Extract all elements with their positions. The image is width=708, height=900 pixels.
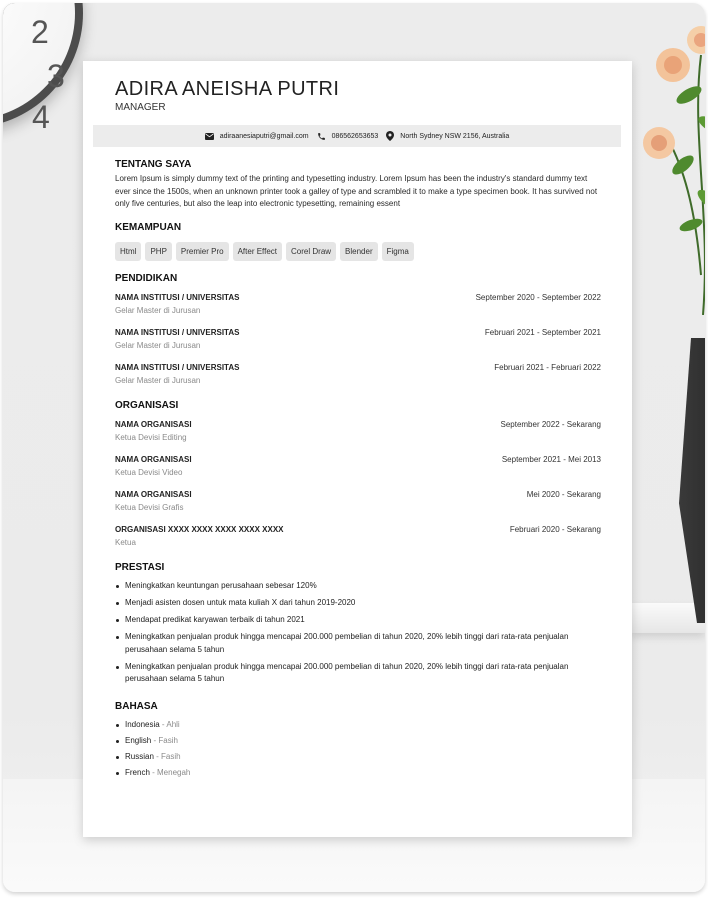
phone-icon [317, 132, 326, 141]
organizations-title: ORGANISASI [115, 400, 179, 411]
language-name: English [125, 736, 152, 745]
language-level: - Ahli [159, 720, 180, 729]
organization-date: September 2022 - Sekarang [500, 420, 601, 429]
wall-shelf [631, 603, 705, 633]
achievements-list [115, 580, 585, 686]
education-date: Februari 2021 - Februari 2022 [494, 363, 601, 372]
organization-name: NAMA ORGANISASI [115, 420, 192, 429]
education-degree: Gelar Master di Jurusan [115, 341, 201, 350]
institution-name: NAMA INSTITUSI / UNIVERSITAS [115, 363, 240, 372]
language-level: - Fasih [151, 736, 178, 745]
language-item [115, 751, 585, 764]
education-degree: Gelar Master di Jurusan [115, 376, 201, 385]
phone-text: 086562653653 [331, 132, 379, 140]
languages-list [115, 719, 585, 780]
about-title: TENTANG SAYA [115, 159, 192, 170]
wall-clock [3, 3, 83, 135]
resume-page [83, 61, 632, 837]
contact-email[interactable] [205, 133, 309, 140]
contact-bar [93, 125, 621, 147]
education-date: Februari 2021 - September 2021 [484, 328, 601, 337]
institution-name: NAMA INSTITUSI / UNIVERSITAS [115, 328, 240, 337]
contact-address[interactable] [386, 131, 509, 141]
resume-role: MANAGER [115, 102, 166, 113]
language-level: - Fasih [153, 752, 181, 761]
education-entry [115, 328, 601, 350]
skill-tag: Blender [340, 242, 378, 261]
location-pin-icon [386, 131, 394, 141]
language-level: - Menegah [149, 768, 191, 777]
organization-entry [115, 490, 601, 512]
address-text: North Sydney NSW 2156, Australia [400, 132, 510, 140]
language-item [115, 719, 585, 732]
flower-plant [631, 15, 705, 315]
language-name: Indonesia [125, 720, 160, 729]
language-name: French [125, 768, 150, 777]
skill-tag: Html [115, 242, 141, 261]
language-item [115, 767, 585, 780]
achievement-item: Meningkatkan keuntungan perusahaan sebesar 120% [115, 580, 585, 593]
skill-tag: After Effect [233, 242, 282, 261]
email-text: adiraanesiaputri@gmail.com [219, 132, 309, 140]
achievement-item: Menjadi asisten dosen untuk mata kuliah X dari tahun 2019-2020 [115, 597, 585, 610]
about-text: Lorem Ipsum is simply dummy text of the printing and typesetting industry. Lorem Ipsum has been the industry's standard dummy text ever since the 1500s, when an unknown printer took a galley of type and scrambled it to make a type specimen book. It has survived not only five centuries, but also the leap into electronic typesetting, remaining essent [115, 174, 598, 208]
education-title: PENDIDIKAN [115, 273, 178, 284]
resume-name: ADIRA ANEISHA PUTRI [115, 78, 340, 100]
organization-name: NAMA ORGANISASI [115, 490, 192, 499]
organization-entry [115, 525, 601, 547]
achievement-item: Mendapat predikat karyawan terbaik di tahun 2021 [115, 614, 585, 627]
background-scene [3, 3, 705, 892]
clock-number: 4 [32, 99, 50, 135]
education-date: September 2020 - September 2022 [475, 293, 601, 302]
education-entry [115, 293, 601, 315]
clock-number: 3 [47, 58, 65, 94]
clock-face [3, 3, 75, 135]
vase [679, 338, 705, 623]
achievement-item: Meningkatkan penjualan produk hingga mencapai 200.000 pembelian di tahun 2020, 20% lebih tinggi dari rata-rata penjualan perusahaan selama 5 tahun [115, 661, 585, 686]
education-entry [115, 363, 601, 385]
organization-entry [115, 420, 601, 442]
clock-number: 2 [31, 14, 49, 50]
skill-tag: Premier Pro [176, 242, 229, 261]
skills-list [115, 242, 418, 261]
achievements-title: PRESTASI [115, 562, 165, 573]
organization-position: Ketua Devisi Editing [115, 433, 187, 442]
skills-title: KEMAMPUAN [115, 222, 182, 233]
education-degree: Gelar Master di Jurusan [115, 306, 201, 315]
skill-tag: Figma [382, 242, 414, 261]
languages-title: BAHASA [115, 701, 158, 712]
organization-name: NAMA ORGANISASI [115, 455, 192, 464]
organization-date: Februari 2020 - Sekarang [509, 525, 601, 534]
organization-date: Mei 2020 - Sekarang [526, 490, 601, 499]
organization-date: September 2021 - Mei 2013 [501, 455, 601, 464]
organization-position: Ketua Devisi Video [115, 468, 183, 477]
organization-name: ORGANISASI XXXX XXXX XXXX XXXX XXXX [115, 525, 284, 534]
contact-phone[interactable] [317, 132, 379, 141]
skill-tag: Corel Draw [286, 242, 336, 261]
institution-name: NAMA INSTITUSI / UNIVERSITAS [115, 293, 240, 302]
achievement-item: Meningkatkan penjualan produk hingga mencapai 200.000 pembelian di tahun 2020, 20% lebih tinggi dari rata-rata penjualan perusahaan selama 5 tahun [115, 631, 585, 656]
organization-position: Ketua Devisi Grafis [115, 503, 184, 512]
language-item [115, 735, 585, 748]
skill-tag: PHP [145, 242, 171, 261]
organization-entry [115, 455, 601, 477]
language-name: Russian [125, 752, 154, 761]
mail-icon [205, 133, 214, 140]
organization-position: Ketua [115, 538, 136, 547]
